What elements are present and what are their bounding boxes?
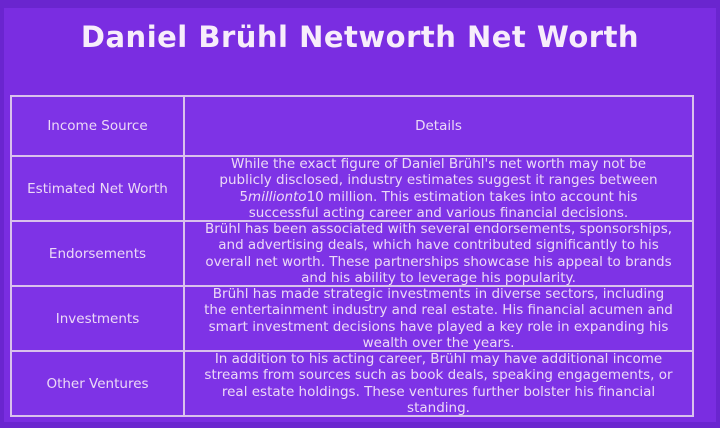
details-text-italic-segment: millionto xyxy=(248,188,307,205)
table-row-estimated-net-worth xyxy=(12,157,692,222)
table-row-endorsements xyxy=(12,222,692,287)
networth-table xyxy=(10,95,694,417)
details-text-segment: While the exact figure of Daniel Brühl's net worth may not be publicly disclosed, industry estimates suggest it ranges between 5 xyxy=(219,155,658,205)
row-label-other-ventures: Other Ventures xyxy=(12,352,185,415)
row-label-investments: Investments xyxy=(12,287,185,350)
table-header-row xyxy=(12,97,692,157)
header-cell-income-source: Income Source xyxy=(12,97,185,155)
row-details-other-ventures xyxy=(185,352,692,415)
row-label-endorsements: Endorsements xyxy=(12,222,185,285)
row-details-estimated-net-worth xyxy=(185,157,692,220)
details-text: In addition to his acting career, Brühl may have additional income streams from sources such as book deals, speaking engagements, or real estate holdings. These ventures further bolster his financial standing. xyxy=(204,350,673,416)
row-details-investments xyxy=(185,287,692,350)
header-details-label: Details xyxy=(415,117,462,134)
row-label-estimated-net-worth: Estimated Net Worth xyxy=(12,157,185,220)
content-area xyxy=(4,8,716,422)
table-row-investments xyxy=(12,287,692,352)
details-text: Brühl has been associated with several endorsements, sponsorships, and advertising deals, which have contributed significantly to his overall net worth. These partnerships showcase his appeal to brands and his ability to leverage his popularity. xyxy=(204,220,673,286)
details-text: Brühl has made strategic investments in diverse sectors, including the entertainment industry and real estate. His financial acumen and smart investment decisions have played a key role in expanding his wealth over the years. xyxy=(204,285,673,351)
table-row-other-ventures xyxy=(12,352,692,415)
row-details-endorsements xyxy=(185,222,692,285)
details-text xyxy=(204,156,674,222)
details-text-segment: 10 million. This estimation takes into account his successful acting career and various financial decisions. xyxy=(248,188,638,221)
header-cell-details xyxy=(185,97,692,155)
page-title: Daniel Brühl Networth Net Worth xyxy=(80,20,640,54)
